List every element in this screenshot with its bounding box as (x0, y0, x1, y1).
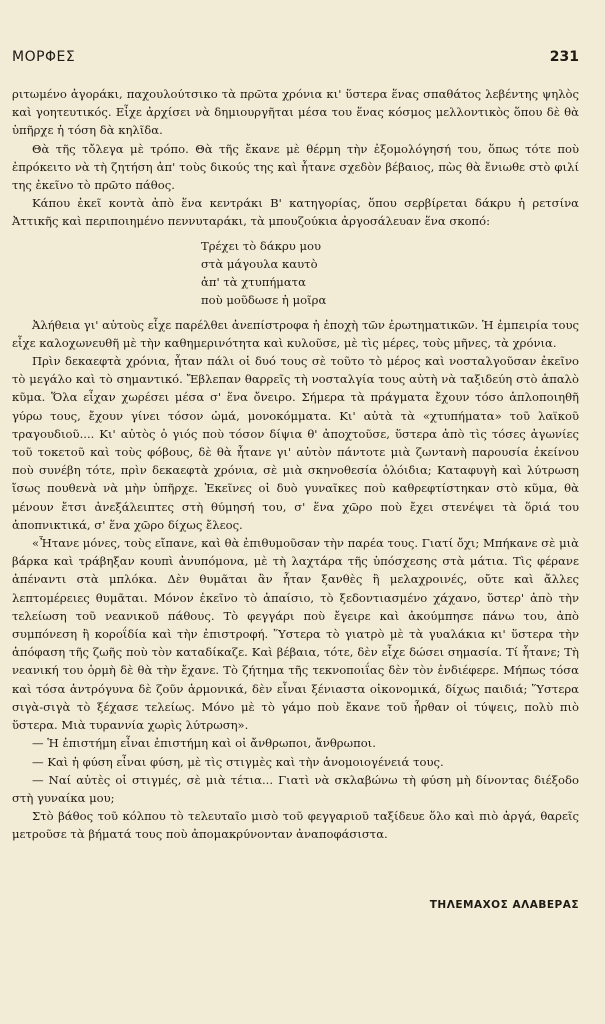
page-number: 231 (549, 49, 579, 65)
paragraph: Θὰ τῆς τὄλεγα μὲ τρόπο. Θὰ τῆς ἔκανε μὲ θέρμη τὴν ἐξομολόγησή του, ὅπως τότε ποὺ ἐπρόκειτο νὰ τὴ ζητήση ἀπ' τοὺς δικούς της καὶ ἦτανε σχεδὸν βέβαιος, πὼς θὰ ἔνιωθε στὸ φιλί της ἐκεῖνο τὸ πρῶτο πάθος. (12, 141, 579, 193)
closing-paragraph: Στὸ βάθος τοῦ κόλπου τὸ τελευταῖο μισὸ τοῦ φεγγαριοῦ ταξίδευε ὅλο καὶ πιὸ ἀργά, θαρεῖς μετροῦσε τὰ βήματά τους ποὺ ἀπομακρύνονταν ἀναποφάσιστα. (12, 809, 579, 842)
paragraph: Ἀλήθεια γι' αὐτοὺς εἶχε παρέλθει ἀνεπίστροφα ἡ ἐποχὴ τῶν ἐρωτηματικῶν. Ἡ ἐμπειρία τους εἶχε καλοχωνευθῆ μὲ τὴν καθημερινότητα καὶ κυλοῦσε, μὲ τὶς μέρες, τοὺς μῆνες, τὰ χρόνια. (12, 317, 579, 350)
paragraph: Πρὶν δεκαεφτὰ χρόνια, ἦταν πάλι οἱ δυό τους σὲ τοῦτο τὸ μέρος καὶ νοσταλγοῦσαν ἐκεῖνο τὸ μεγάλο καὶ τὸ σημαντικό. Ἔβλεπαν θαρρεῖς τὴ νοσταλγία τους αὐτὴ νὰ ταξιδεύη στὸ ἁπαλὸ κῦμα. Ὅλα εἶχαν χωρέσει μέσα σ' ἕνα ὄνειρο. Σήμερα τὰ πράγματα ἔχουν τόσο ἁπλοποιηθῆ γύρω τους, ἔχουν γίνει τόσον ὠμά, μονοκόμματα. Κι' αὐτὰ τὰ «χτυπήματα» τοῦ λαϊκοῦ τραγουδιοῦ.... Κι' αὐτὸς ὁ γιός ποὺ τόσον δίψια θ' ἀποχτοῦσε, ὕστερα ἀπὸ τὶς τόσες ἀγωνίες τοῦ τοκετοῦ καὶ τοὺς φόβους, δὲ θὰ ἦτανε γι' αὐτὸν πάντοτε μιὰ ζωντανὴ παρουσία ἐκείνου ποὺ συνέβη τότε, πρὶν δεκαεφτὰ χρόνια, σὲ μιὰ σκηνοθεσία ὁλόιδια; Καταφυγὴ καὶ λύτρωση ἴσως πουθενὰ νὰ μὴν ὑπῆρχε. Ἐκεῖνες οἱ δυὸ γυναῖκες ποὺ καθρεφτίστηκαν στὸ κῦμα, θὰ μένουν ἔτσι ἀνεξάλειπτες στὴ θύμησή του, σ' ἕνα χῶρο ποὺ ἔχει στενέψει τὰ ὅριά του ἀποπνικτικά, σ' ἕνα χῶρο δίχως ἔλεος. (12, 354, 579, 532)
dialogue-line: — Ἡ ἐπιστήμη εἶναι ἐπιστήμη καὶ οἱ ἄνθρωποι, ἄνθρωποι. (32, 736, 376, 751)
lyric-line: ἀπ' τὰ χτυπήματα (201, 274, 306, 289)
article-body (12, 85, 579, 844)
paragraph: ριτωμένο ἀγοράκι, παχουλούτσικο τὰ πρῶτα χρόνια κι' ὕστερα ἕνας σπαθάτος λεβέντης ψηλὸς καὶ γοητευτικός. Εἶχε ἀρχίσει νὰ δημιουργῆται μέσα του ἕνας κόσμος μελλοντικὸς ὅπου δὲ θὰ ὑπῆρχε ἡ τόση δὰ κηλῖδα. (12, 87, 579, 138)
journal-title: ΜΟΡΦΕΣ (12, 49, 76, 65)
paragraph: Κάπου ἐκεῖ κοντὰ ἀπὸ ἕνα κεντράκι Β' κατηγορίας, ὅπου σερβίρεται δάκρυ ἡ ρετσίνα Ἀττικῆς καὶ περιποιημένο πεννυταράκι, τὰ μπουζούκια ἀργοσάλευαν ἕνα σκοπό: (12, 196, 579, 229)
lyric-line: ποὺ μοῦδωσε ἡ μοῖρα (201, 292, 327, 307)
lyric-line: στὰ μάγουλα καυτὸ (201, 256, 318, 271)
song-lyrics (201, 237, 579, 309)
lyric-line: Τρέχει τὸ δάκρυ μου (201, 238, 322, 253)
page-header (12, 49, 579, 69)
dialogue-line: — Ναί αὐτὲς οἱ στιγμές, σὲ μιὰ τέτια... Γιατὶ νὰ σκλαβώνω τὴ φύση μὴ δίνοντας διέξοδο στὴ γυναίκα μου; (12, 772, 579, 805)
dialogue-line: — Καὶ ἡ φύση εἶναι φύση, μὲ τὶς στιγμὲς καὶ τὴν ἀνομοιογένειά τους. (32, 754, 444, 769)
paragraph: «Ἦτανε μόνες, τοὺς εἴπανε, καὶ θὰ ἐπιθυμοῦσαν τὴν παρέα τους. Γιατί ὄχι; Μπήκανε σὲ μιὰ βάρκα καὶ τράβηξαν κουπὶ ἀνυπόμονα, μὲ τὴ λαχτάρα τῆς ὑπόσχεσης στὰ μάτια. Τὶς φέρανε ἀπέναντι στὰ μπλόκα. Δὲν θυμᾶται ἂν ἦταν ξανθὲς ἢ μελαχροινές, οὔτε καὶ ἄλλες λεπτομέρειες θυμᾶται. Μόνον ἐκεῖνο τὸ ἀπαίσιο, τὸ ξεδοντιασμένο χάχανο, ὕστερ' ἀπὸ τὴν τελείωση τοῦ νεανικοῦ πάθους. Τὸ φεγγάρι ποὺ ἔγειρε καὶ ἀκούμπησε πάνω του, ἀπὸ συμπόνεση ἢ κοροΐδία καὶ τὴν ἐπιστροφή. Ὕστερα τὸ γιατρὸ μὲ τὰ γυαλάκια κι' ὕστερα τὴν ἀπόφαση τῆς ζωῆς ποὺ τὸν καταδίκαζε. Καὶ βέβαια, τότε, δὲν εἶχε δώσει σημασία. Τί ἦτανε; Τὴ νεανική του ὁρμὴ δὲ θὰ τὴν ἔχανε. Τὸ ζήτημα τῆς τεκνοποιΐας δὲν τὸν ἐνδιέφερε. Μήπως τόσα καὶ τόσα ἀντρόγυνα δὲ ζοῦν ἁρμονικά, δὲν εἶναι ξένιαστα οἰκονομικά, δίχως παιδιά; Ὕστερα σιγὰ-σιγὰ τὸ ξέχασε τελείως. Μόνο μὲ τὸ γάμο ποὺ ἔκανε τοῦ ἦρθαν οἱ τύψεις, πολὺ πιὸ ὕστερα. Μιὰ τυραννία χωρὶς λύτρωση». (12, 536, 579, 733)
author-signature: ΤΗΛΕΜΑΧΟΣ ΑΛΑΒΕΡΑΣ (429, 899, 579, 911)
